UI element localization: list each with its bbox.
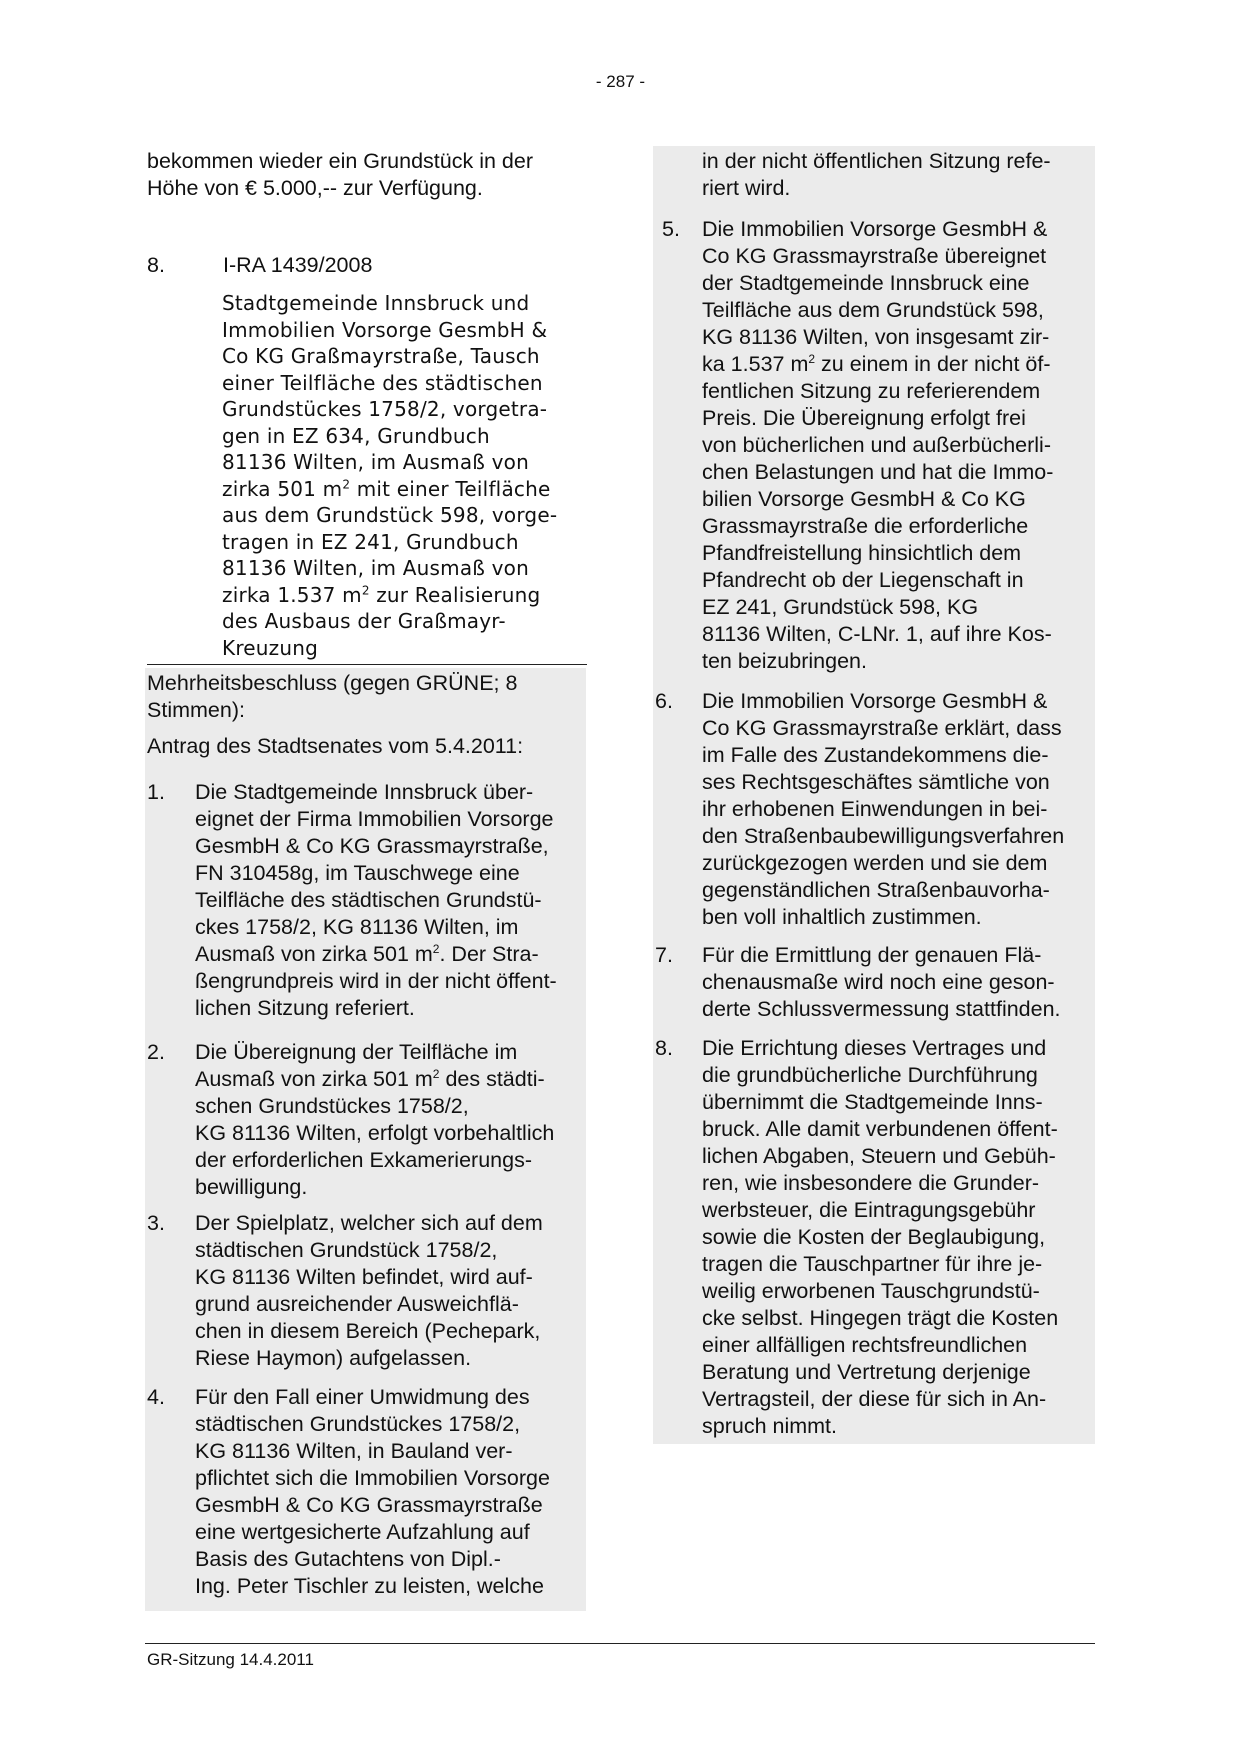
point-line: ses Rechtsgeschäftes sämtliche von bbox=[702, 770, 1050, 794]
subject-line: des Ausbaus der Graßmayr- bbox=[222, 609, 506, 633]
point-line: grund ausreichender Ausweichflä- bbox=[195, 1292, 519, 1316]
point-line: eignet der Firma Immobilien Vorsorge bbox=[195, 807, 554, 831]
vote-result: Mehrheitsbeschluss (gegen GRÜNE; 8 Stimmen): bbox=[147, 671, 518, 722]
subject-line: gen in EZ 634, Grundbuch bbox=[222, 423, 490, 448]
subject-line: 81136 Wilten, im Ausmaß von bbox=[222, 450, 529, 474]
point-line: städtischen Grundstück 1758/2, bbox=[195, 1238, 498, 1262]
point-line: chenausmaße wird noch eine geson- bbox=[702, 970, 1055, 994]
point-line: in der nicht öffentlichen Sitzung refe- bbox=[702, 149, 1051, 173]
point-number: 1. bbox=[147, 780, 165, 804]
point-line: Teilfläche des städtischen Grundstü- bbox=[195, 888, 542, 912]
point-line: die grundbücherliche Durchführung bbox=[702, 1063, 1038, 1087]
point-line: Beratung und Vertretung derjenige bbox=[702, 1360, 1031, 1384]
point-line: Vertragsteil, der diese für sich in An- bbox=[702, 1387, 1047, 1411]
point-line: bilien Vorsorge GesmbH & Co KG bbox=[702, 487, 1026, 511]
point-line: Riese Haymon) aufgelassen. bbox=[195, 1346, 472, 1370]
point-line: im Falle des Zustandekommens die- bbox=[702, 743, 1049, 767]
subject-line: 81136 Wilten, im Ausmaß von bbox=[222, 556, 529, 580]
point-line: werbsteuer, die Eintragungsgebühr bbox=[702, 1198, 1036, 1222]
point-text bbox=[195, 779, 595, 1022]
subject-line: Grundstückes 1758/2, vorgetra- bbox=[222, 397, 548, 421]
point-line: lichen Sitzung referiert. bbox=[195, 996, 415, 1020]
point-line: 81136 Wilten, C-LNr. 1, auf ihre Kos- bbox=[702, 622, 1052, 646]
point-line: von bücherlichen und außerbücherli- bbox=[702, 433, 1051, 457]
point-number: 7. bbox=[655, 943, 673, 967]
point-line: städtischen Grundstückes 1758/2, bbox=[195, 1412, 521, 1436]
point-text bbox=[195, 1210, 595, 1372]
subject-line: zirka 1.537 $m^2$ zur Realisierung bbox=[222, 582, 541, 607]
point-line: KG 81136 Wilten befindet, wird auf- bbox=[195, 1265, 533, 1289]
point-line: Der Spielplatz, welcher sich auf dem bbox=[195, 1211, 543, 1235]
subject-line: Immobilien Vorsorge GesmbH & bbox=[222, 317, 548, 342]
point-line: Co KG Grassmayrstraße erklärt, dass bbox=[702, 716, 1062, 740]
subject-line: zirka 501 $m^2$ mit einer Teilfläche bbox=[222, 476, 551, 501]
point-line: sowie die Kosten der Beglaubigung, bbox=[702, 1225, 1046, 1249]
point-number: 2. bbox=[147, 1040, 165, 1064]
point-line: GesmbH & Co KG Grassmayrstraße bbox=[195, 1493, 543, 1517]
point-line: chen in diesem Bereich (Pechepark, bbox=[195, 1319, 541, 1343]
point-text bbox=[702, 148, 1102, 202]
point-line: Preis. Die Übereignung erfolgt frei bbox=[702, 406, 1026, 430]
point-line: ka 1.537 $m^2$ zu einem in der nicht öf- bbox=[702, 351, 1051, 376]
point-line: weilig erworbenen Tauschgrundstü- bbox=[702, 1279, 1040, 1303]
point-line: Die Stadtgemeinde Innsbruck über- bbox=[195, 780, 534, 804]
point-line: Basis des Gutachtens von Dipl.- bbox=[195, 1547, 501, 1571]
subject-line: aus dem Grundstück 598, vorge- bbox=[222, 503, 558, 527]
point-line: Grassmayrstraße die erforderliche bbox=[702, 514, 1029, 538]
point-line: den Straßenbaubewilligungsverfahren bbox=[702, 824, 1065, 848]
subject-line: einer Teilfläche des städtischen bbox=[222, 370, 543, 395]
point-number: 4. bbox=[147, 1385, 165, 1409]
footer-divider bbox=[145, 1643, 1095, 1644]
point-line: ckes 1758/2, KG 81136 Wilten, im bbox=[195, 915, 519, 939]
footer-text: GR-Sitzung 14.4.2011 bbox=[147, 1650, 314, 1669]
point-line: Die Errichtung dieses Vertrages und bbox=[702, 1036, 1047, 1060]
point-line: KG 81136 Wilten, erfolgt vorbehaltlich bbox=[195, 1121, 555, 1145]
point-line: eine wertgesicherte Aufzahlung auf bbox=[195, 1520, 530, 1544]
point-line: Ausmaß von zirka 501 $m^2$. Der Stra- bbox=[195, 941, 539, 966]
point-line: spruch nimmt. bbox=[702, 1414, 838, 1438]
point-line: ten beizubringen. bbox=[702, 649, 867, 673]
point-number: 5. bbox=[662, 217, 680, 241]
point-line: fentlichen Sitzung zu referierendem bbox=[702, 379, 1041, 403]
point-line: derte Schlussvermessung stattfinden. bbox=[702, 997, 1061, 1021]
subject-line: tragen in EZ 241, Grundbuch bbox=[222, 529, 519, 554]
point-line: KG 81136 Wilten, in Bauland ver- bbox=[195, 1439, 513, 1463]
point-text bbox=[702, 1035, 1102, 1440]
point-line: pflichtet sich die Immobilien Vorsorge bbox=[195, 1466, 550, 1490]
point-line: übernimmt die Stadtgemeinde Inns- bbox=[702, 1090, 1043, 1114]
agenda-item-reference: I-RA 1439/2008 bbox=[223, 253, 373, 277]
point-line: Pfandfreistellung hinsichtlich dem bbox=[702, 541, 1022, 565]
point-number: 6. bbox=[655, 689, 673, 713]
point-line: der Stadtgemeinde Innsbruck eine bbox=[702, 271, 1030, 295]
point-line: zurückgezogen werden und sie dem bbox=[702, 851, 1048, 875]
point-text bbox=[702, 688, 1102, 931]
point-line: Die Immobilien Vorsorge GesmbH & bbox=[702, 217, 1048, 241]
point-line: KG 81136 Wilten, von insgesamt zir- bbox=[702, 325, 1050, 349]
point-line: der erforderlichen Exkamerierungs- bbox=[195, 1148, 532, 1172]
point-line: Co KG Grassmayrstraße übereignet bbox=[702, 244, 1047, 268]
point-text bbox=[195, 1384, 595, 1600]
point-line: Teilfläche aus dem Grundstück 598, bbox=[702, 298, 1044, 322]
point-line: Pfandrecht ob der Liegenschaft in bbox=[702, 568, 1024, 592]
point-line: chen Belastungen und hat die Immo- bbox=[702, 460, 1054, 484]
point-line: bruck. Alle damit verbundenen öffent- bbox=[702, 1117, 1058, 1141]
section-divider bbox=[147, 664, 587, 665]
point-number: 3. bbox=[147, 1211, 165, 1235]
point-line: ihr erhobenen Einwendungen in bei- bbox=[702, 797, 1048, 821]
agenda-item-subject bbox=[222, 290, 592, 661]
point-text bbox=[702, 216, 1102, 675]
point-text bbox=[702, 942, 1102, 1023]
agenda-item-number: 8. bbox=[147, 253, 165, 277]
point-line: cke selbst. Hingegen trägt die Kosten bbox=[702, 1306, 1059, 1330]
point-line: Ing. Peter Tischler zu leisten, welche bbox=[195, 1574, 544, 1598]
point-text bbox=[195, 1039, 595, 1201]
point-line: riert wird. bbox=[702, 176, 791, 200]
point-line: Die Immobilien Vorsorge GesmbH & bbox=[702, 689, 1048, 713]
point-line: GesmbH & Co KG Grassmayrstraße, bbox=[195, 834, 549, 858]
point-line: bewilligung. bbox=[195, 1175, 308, 1199]
point-line: Für die Ermittlung der genauen Flä- bbox=[702, 943, 1042, 967]
point-line: Ausmaß von zirka 501 $m^2$ des städti- bbox=[195, 1066, 545, 1091]
point-line: tragen die Tauschpartner für ihre je- bbox=[702, 1252, 1043, 1276]
point-number: 8. bbox=[655, 1036, 673, 1060]
motion-title: Antrag des Stadtsenates vom 5.4.2011: bbox=[147, 734, 524, 758]
point-line: EZ 241, Grundstück 598, KG bbox=[702, 595, 979, 619]
subject-line: Kreuzung bbox=[222, 635, 319, 660]
point-line: einer allfälligen rechtsfreundlichen bbox=[702, 1333, 1028, 1357]
point-line: gegenständlichen Straßenbauvorha- bbox=[702, 878, 1050, 902]
page-number: - 287 - bbox=[595, 72, 646, 91]
point-line: Die Übereignung der Teilfläche im bbox=[195, 1040, 518, 1064]
point-line: FN 310458g, im Tauschwege eine bbox=[195, 861, 520, 885]
point-line: ben voll inhaltlich zustimmen. bbox=[702, 905, 982, 929]
point-line: Für den Fall einer Umwidmung des bbox=[195, 1385, 530, 1409]
intro-text: bekommen wieder ein Grundstück in der Höhe von € 5.000,-- zur Verfügung. bbox=[147, 149, 533, 200]
subject-line: Co KG Graßmayrstraße, Tausch bbox=[222, 344, 540, 368]
point-line: schen Grundstückes 1758/2, bbox=[195, 1094, 469, 1118]
subject-line: Stadtgemeinde Innsbruck und bbox=[222, 291, 530, 315]
point-line: ßengrundpreis wird in der nicht öffent- bbox=[195, 969, 557, 993]
point-line: ren, wie insbesondere die Grunder- bbox=[702, 1171, 1040, 1195]
point-line: lichen Abgaben, Steuern und Gebüh- bbox=[702, 1144, 1056, 1168]
